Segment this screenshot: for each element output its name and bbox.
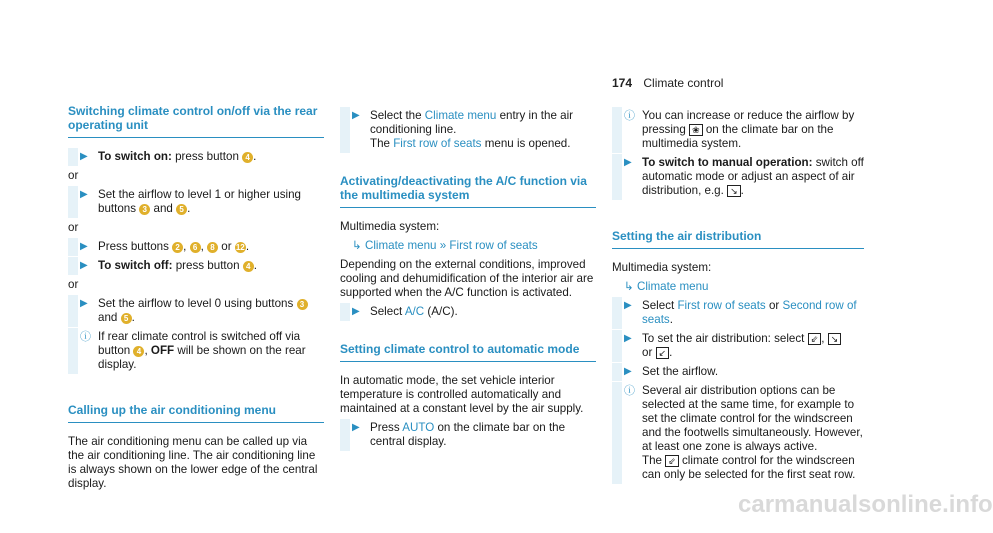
step: ▶ Select First row of seats or Second row of seats. (612, 299, 864, 327)
step-arrow-icon: ▶ (80, 151, 88, 162)
step: ▶ To set the air distribution: select ⇙ , ↘ or ↙ . (612, 332, 864, 360)
footwell-airflow-icon: ↙ (656, 347, 670, 359)
step: ▶ Press buttons 2 , 6 , 8 or 12. (68, 240, 324, 254)
multimedia-label: Multimedia system: (612, 261, 712, 274)
callout-number: 3 (139, 204, 150, 215)
return-arrow-icon: ↳ (352, 239, 362, 252)
step: ▶ Select the Climate menu entry in the air conditioning line. The First row of seats menu is opened. (340, 109, 596, 151)
or-label: or (68, 221, 79, 234)
callout-number: 5 (121, 313, 132, 324)
step: ▶ Set the airflow to level 0 using buttons 3 and 5 . (68, 297, 324, 325)
section-title: Climate control (643, 76, 724, 90)
callout-number: 5 (176, 204, 187, 215)
or-label: or (68, 278, 79, 291)
step: ▶ Select A/C (A/C). (340, 305, 596, 319)
air-distribution-icon: ↘ (727, 185, 741, 197)
step: ▶ Press AUTO on the climate bar on the central display. (340, 421, 596, 449)
step-arrow-icon: ▶ (624, 300, 632, 311)
step-arrow-icon: ▶ (624, 366, 632, 377)
step-arrow-icon: ▶ (80, 260, 88, 271)
callout-number: 3 (297, 299, 308, 310)
step: ▶ Set the airflow. (612, 365, 864, 379)
or-label: or (68, 169, 79, 182)
paragraph: In automatic mode, the set vehicle interior temperature is controlled automatically and maintained at a constant level by the air supply. (340, 374, 584, 415)
menu-path: ↳ Climate menu » First row of seats (340, 239, 596, 253)
note: ⓘ If rear climate control is switched off via button 4 , OFF will be shown on the rear display. (68, 330, 324, 372)
section-heading: Setting the air distribution (612, 229, 864, 249)
callout-number: 4 (243, 261, 254, 272)
section-heading: Activating/deactivating the A/C function via the multimedia system (340, 174, 596, 208)
menu-path: ↳ Climate menu (612, 280, 864, 294)
windscreen-airflow-icon: ⇙ (665, 455, 679, 467)
column-1 (68, 104, 324, 496)
step-arrow-icon: ▶ (352, 422, 360, 433)
step-arrow-icon: ▶ (80, 298, 88, 309)
callout-number: 2 (172, 242, 183, 253)
menu-link: Climate menu (424, 109, 497, 122)
section-heading: Calling up the air conditioning menu (68, 403, 324, 423)
note: ⓘ Several air distribution options can be selected at the same time, for example to set the climate control for the windscreen and the footwells simultaneously. However, at least one zone is always active. The ⇙ climate control for the windscreen can only be selected for the first seat row. (612, 384, 864, 482)
info-icon: ⓘ (80, 331, 91, 343)
step: ▶ To switch to manual operation: switch off automatic mode or adjust an aspect of air distribution, e.g. ↘ . (612, 156, 864, 198)
section-heading: Switching climate control on/off via the rear operating unit (68, 104, 324, 138)
step-arrow-icon: ▶ (352, 110, 360, 121)
note: ⓘ You can increase or reduce the airflow by pressing ❀ on the climate bar on the multimedia system. (612, 109, 864, 151)
section-heading: Setting climate control to automatic mode (340, 342, 596, 362)
callout-number: 6 (190, 242, 201, 253)
column-3 (612, 104, 864, 487)
column-2 (340, 104, 596, 454)
fan-icon: ❀ (689, 124, 703, 136)
step-arrow-icon: ▶ (80, 189, 88, 200)
callout-number: 4 (133, 346, 144, 357)
step-arrow-icon: ▶ (80, 241, 88, 252)
upper-airflow-icon: ↘ (828, 333, 842, 345)
step-arrow-icon: ▶ (352, 306, 360, 317)
callout-number: 12 (235, 243, 245, 252)
double-chevron-icon: » (439, 239, 447, 252)
step: ▶ To switch on: press button 4 . (68, 150, 324, 164)
callout-number: 8 (207, 242, 218, 253)
menu-link: First row of seats (393, 137, 482, 150)
paragraph: The air conditioning menu can be called up via the air conditioning line. The air conditioning line is always shown on the lower edge of the central display. (68, 435, 318, 490)
paragraph: Depending on the external conditions, improved cooling and dehumidification of the interior air are supported when the A/C function is activated. (340, 258, 594, 299)
step: ▶ Set the airflow to level 1 or higher using buttons 3 and 5 . (68, 188, 324, 216)
multimedia-label: Multimedia system: (340, 220, 440, 233)
windscreen-airflow-icon: ⇙ (808, 333, 822, 345)
step: ▶ To switch off: press button 4 . (68, 259, 324, 273)
callout-number: 4 (242, 152, 253, 163)
info-icon: ⓘ (624, 385, 635, 397)
return-arrow-icon: ↳ (624, 280, 634, 293)
page-number: 174 (612, 76, 633, 90)
step-arrow-icon: ▶ (624, 333, 632, 344)
step-arrow-icon: ▶ (624, 157, 632, 168)
watermark: carmanualsonline.info (738, 491, 993, 518)
info-icon: ⓘ (624, 110, 635, 122)
page-header (612, 76, 723, 90)
